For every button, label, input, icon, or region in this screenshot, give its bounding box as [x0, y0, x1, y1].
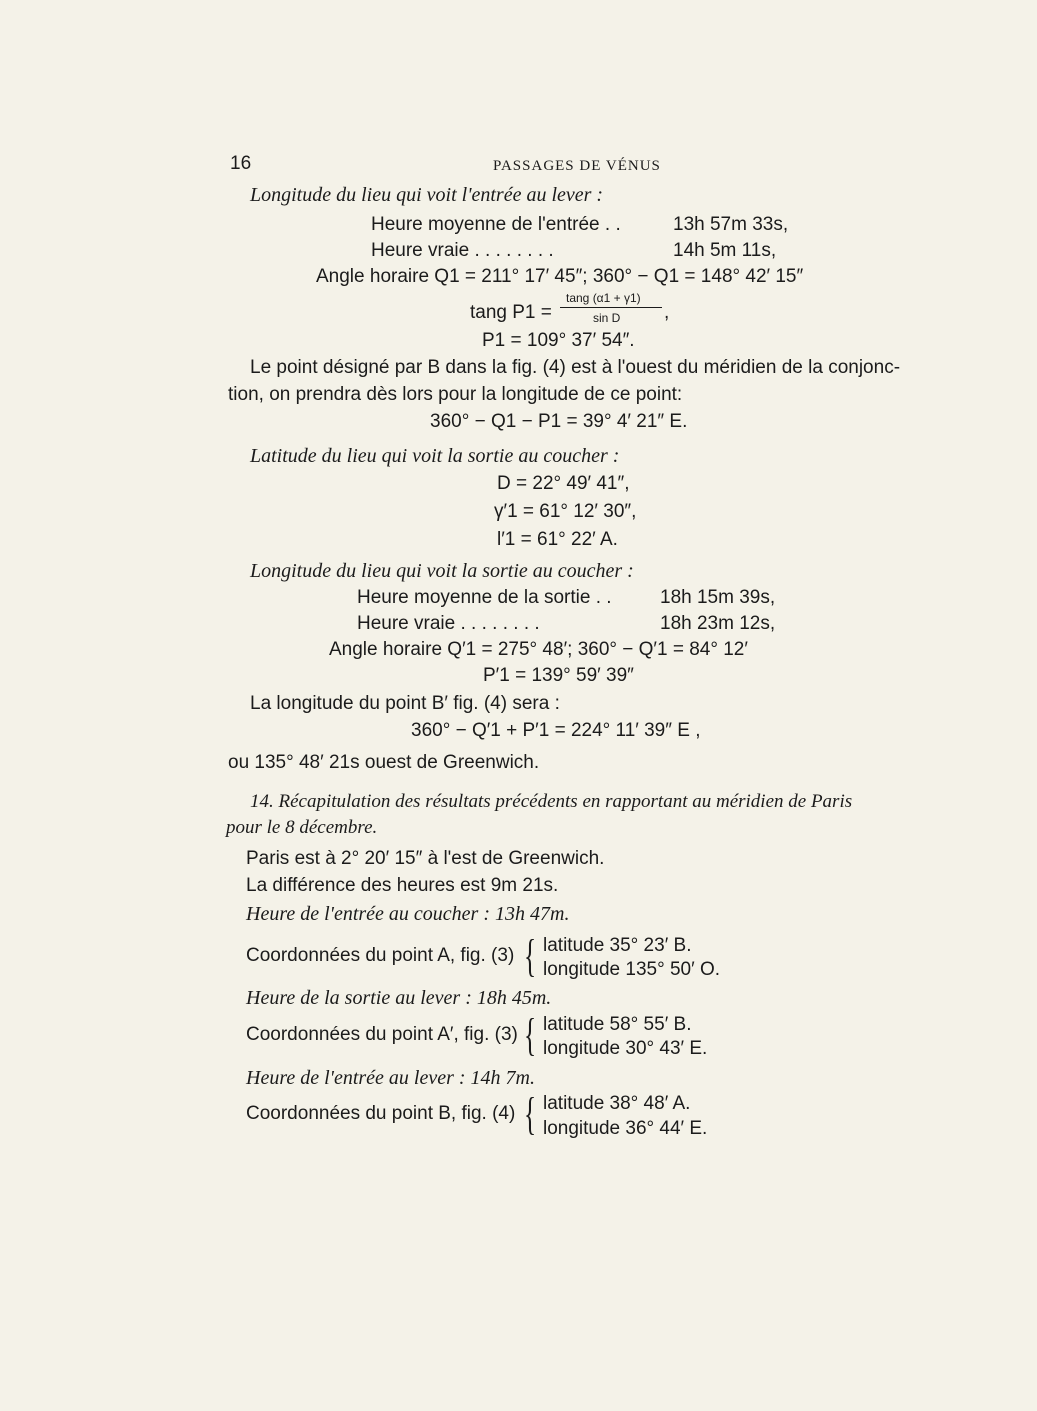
coord-a-lon: longitude 135° 50′ O.: [543, 959, 721, 980]
page-number: 16: [230, 153, 252, 174]
heure-vraie-sortie-value: 18h 23m 12s,: [660, 613, 776, 634]
heure-vraie-sortie-label: Heure vraie . . . . . . . .: [357, 613, 540, 634]
para-b-line2: tion, on prendra dès lors pour la longitude de ce point:: [228, 384, 683, 405]
coord-a-prime-label: Coordonnées du point A′, fig. (3): [246, 1024, 518, 1045]
heure-moyenne-sortie-label: Heure moyenne de la sortie . .: [357, 587, 612, 608]
coord-a-prime-lat: latitude 58° 55′ B.: [543, 1014, 692, 1035]
coord-b-label: Coordonnées du point B, fig. (4): [246, 1103, 516, 1124]
tang-p1-lhs: tang P1 =: [470, 302, 552, 323]
heading-lon-sortie-coucher: Longitude du lieu qui voit la sortie au coucher :: [250, 560, 634, 582]
tang-comma: ,: [664, 302, 670, 323]
gamma-prime-value: γ′1 = 61° 12′ 30″,: [494, 501, 637, 522]
para-b-prime-line3: ou 135° 48′ 21s ouest de Greenwich.: [228, 752, 540, 773]
coord-b-lat: latitude 38° 48′ A.: [543, 1093, 691, 1114]
angle-horaire-q1: Angle horaire Q1 = 211° 17′ 45″; 360° − Q1 = 148° 42′ 15″: [316, 266, 804, 287]
coord-a-lat: latitude 35° 23′ B.: [543, 935, 692, 956]
tang-numerator: tang (α1 + γ1): [566, 291, 641, 305]
section14-title-line1: 14. Récapitulation des résultats précédents en rapportant au méridien de Paris: [250, 791, 853, 812]
para-b-prime-line1: La longitude du point B′ fig. (4) sera :: [250, 693, 560, 714]
heure-entree-coucher: Heure de l'entrée au coucher : 13h 47m.: [246, 903, 570, 925]
heading-lat-sortie-coucher: Latitude du lieu qui voit la sortie au coucher :: [250, 445, 620, 467]
para-b-line1: Le point désigné par B dans la fig. (4) est à l'ouest du méridien de la conjonc-: [250, 357, 901, 378]
heading-lon-entree-lever: Longitude du lieu qui voit l'entrée au lever :: [250, 184, 604, 206]
heure-entree-lever: Heure de l'entrée au lever : 14h 7m.: [246, 1067, 535, 1089]
brace-b: {: [524, 1088, 537, 1139]
fraction-bar: [560, 307, 662, 308]
coord-a-label: Coordonnées du point A, fig. (3): [246, 945, 515, 966]
heure-moyenne-entree-value: 13h 57m 33s,: [673, 214, 789, 235]
heure-vraie-entree-value: 14h 5m 11s,: [673, 240, 777, 261]
heure-vraie-entree-label: Heure vraie . . . . . . . .: [371, 240, 554, 261]
coord-b-lon: longitude 36° 44′ E.: [543, 1118, 708, 1139]
para-b-prime-formula: 360° − Q′1 + P′1 = 224° 11′ 39″ E ,: [411, 720, 701, 741]
section14-title-line2: pour le 8 décembre.: [226, 817, 378, 838]
running-title: PASSAGES DE VÉNUS: [493, 158, 661, 174]
d-value: D = 22° 49′ 41″,: [497, 473, 630, 494]
p1-prime-value: P′1 = 139° 59′ 39″: [483, 665, 634, 686]
difference-heures: La différence des heures est 9m 21s.: [246, 875, 559, 896]
angle-horaire-q1-prime: Angle horaire Q′1 = 275° 48′; 360° − Q′1 = 84° 12′: [329, 639, 748, 660]
paris-greenwich: Paris est à 2° 20′ 15″ à l'est de Greenwich.: [246, 848, 605, 869]
para-b-formula: 360° − Q1 − P1 = 39° 4′ 21″ E.: [430, 411, 688, 432]
brace-a: {: [524, 930, 537, 981]
heure-moyenne-sortie-value: 18h 15m 39s,: [660, 587, 776, 608]
p1-value: P1 = 109° 37′ 54″.: [482, 330, 635, 351]
tang-denominator: sin D: [593, 311, 621, 325]
heure-moyenne-entree-label: Heure moyenne de l'entrée . .: [371, 214, 621, 235]
coord-a-prime-lon: longitude 30° 43′ E.: [543, 1038, 708, 1059]
heure-sortie-lever: Heure de la sortie au lever : 18h 45m.: [246, 987, 552, 1009]
l-prime-value: l′1 = 61° 22′ A.: [497, 529, 618, 550]
brace-a-prime: {: [524, 1009, 537, 1060]
